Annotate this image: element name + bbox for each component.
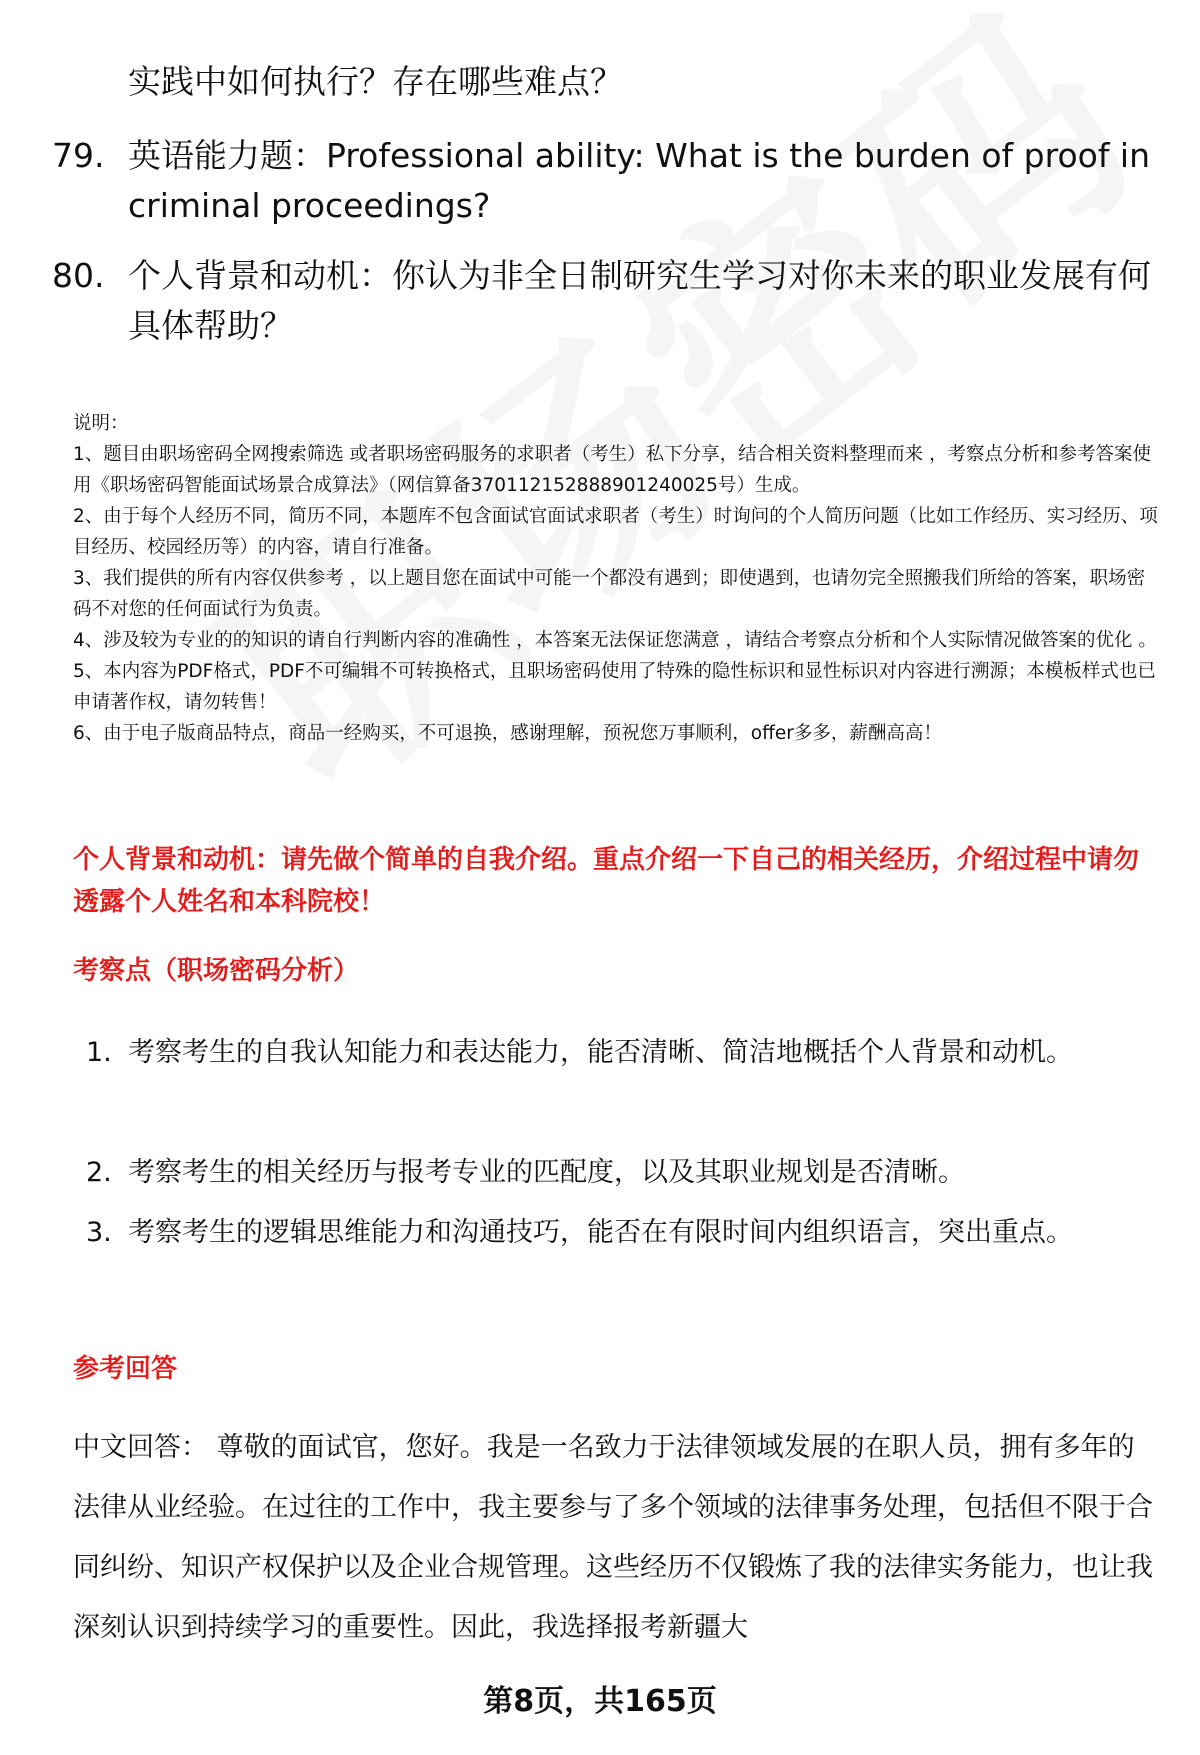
question-continuation: 实践中如何执行？存在哪些难点？ — [128, 62, 623, 101]
note-item: 5、本内容为PDF格式，PDF不可编辑不可转换格式，且职场密码使用了特殊的隐性标识和显性标识对内容进行溯源；本模板样式也已申请著作权，请勿转售！ — [73, 661, 1156, 713]
page-footer: 第8页，共165页 — [483, 1684, 717, 1719]
point-text: 考察考生的相关经历与报考专业的匹配度，以及其职业规划是否清晰。 — [128, 1157, 965, 1188]
question-item — [52, 131, 1152, 231]
point-item — [80, 1203, 1120, 1263]
notes-section — [73, 408, 1159, 749]
point-item — [80, 1023, 1120, 1083]
question-text: 英语能力题：Professional ability: What is the burden of proof in criminal proceedings? — [128, 136, 1151, 225]
note-item: 1、题目由职场密码全网搜索筛选 或者职场密码服务的求职者（考生）私下分享，结合相关资料整理而来 ，考察点分析和参考答案使用《职场密码智能面试场景合成算法》（网信算备370112152888901240025号）生成。 — [73, 444, 1152, 496]
current-question: 个人背景和动机：请先做个简单的自我介绍。重点介绍一下自己的相关经历，介绍过程中请勿透露个人姓名和本科院校！ — [73, 845, 1140, 917]
point-text: 考察考生的自我认知能力和表达能力，能否清晰、简洁地概括个人背景和动机。 — [128, 1037, 1073, 1068]
points-heading: 考察点（职场密码分析） — [73, 956, 360, 986]
point-number: 1. — [86, 1037, 112, 1068]
note-item: 4、涉及较为专业的的知识的请自行判断内容的准确性 ，本答案无法保证您满意 ，请结合考察点分析和个人实际情况做答案的优化 。 — [73, 630, 1157, 651]
answer-heading: 参考回答 — [73, 1354, 178, 1384]
notes-title: 说明： — [73, 413, 129, 434]
question-text: 个人背景和动机：你认为非全日制研究生学习对你未来的职业发展有何具体帮助？ — [128, 256, 1151, 345]
point-item — [80, 1143, 1120, 1203]
note-item: 3、我们提供的所有内容仅供参考 ，以上题目您在面试中可能一个都没有遇到；即使遇到，也请勿完全照搬我们所给的答案，职场密码不对您的任何面试行为负责。 — [73, 568, 1146, 620]
note-item: 2、由于每个人经历不同，简历不同，本题库不包含面试官面试求职者（考生）时询问的个人简历问题（比如工作经历、实习经历、项目经历、校园经历等）的内容，请自行准备。 — [73, 506, 1158, 558]
question-number: 80. — [52, 256, 105, 295]
note-item: 6、由于电子版商品特点，商品一经购买，不可退换，感谢理解，预祝您万事顺利，offer多多，薪酬高高！ — [73, 723, 942, 744]
point-number: 2. — [86, 1157, 112, 1188]
question-item — [52, 251, 1152, 351]
point-text: 考察考生的逻辑思维能力和沟通技巧，能否在有限时间内组织语言，突出重点。 — [128, 1217, 1073, 1248]
question-number: 79. — [52, 136, 105, 175]
point-number: 3. — [86, 1217, 112, 1248]
answer-text: 中文回答： 尊敬的面试官，您好。我是一名致力于法律领域发展的在职人员，拥有多年的法律从业经验。在过往的工作中，我主要参与了多个领域的法律事务处理，包括但不限于合同纠纷、知识产权保护以及企业合规管理。这些经历不仅锻炼了我的法律实务能力，也让我深刻认识到持续学习的重要性。因此，我选择报考新疆大 — [73, 1432, 1153, 1643]
